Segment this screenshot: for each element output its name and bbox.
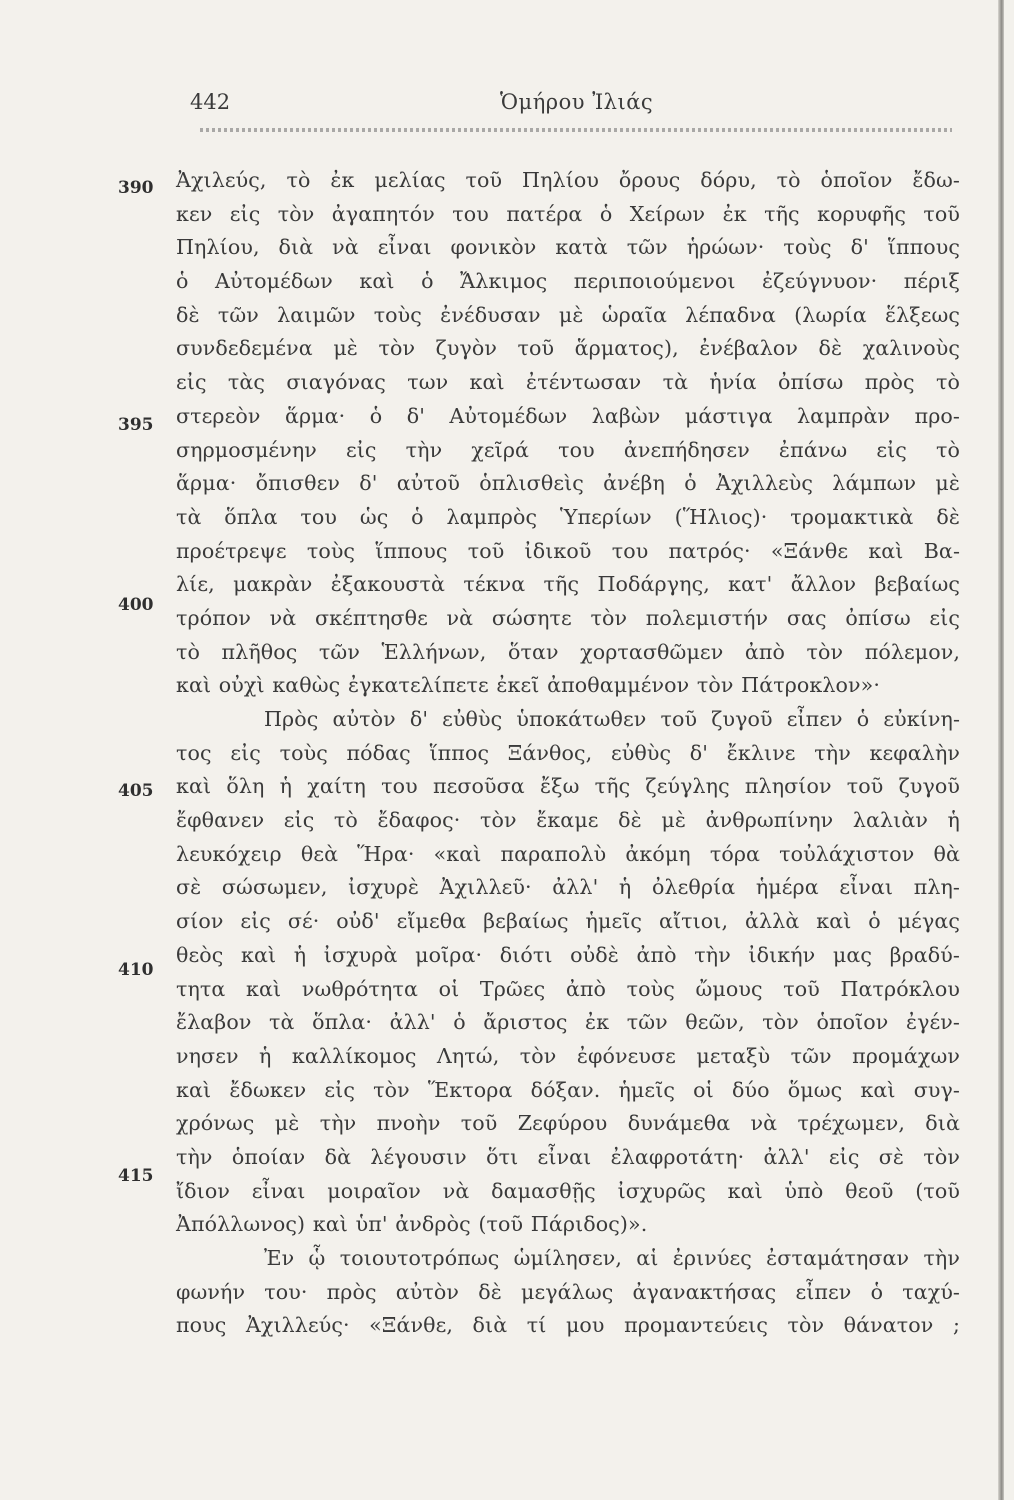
text-line: πους Ἀχιλλεύς· «Ξάνθε, διὰ τί μου προμαντεύεις τὸν θάνατον ; — [176, 1313, 960, 1338]
page-edge — [998, 0, 1004, 1500]
text-line: ἅρμα· ὄπισθεν δ' αὐτοῦ ὁπλισθεὶς ἀνέβη ὁ Ἀχιλλεὺς λάμπων μὲ — [176, 471, 960, 496]
text-line: θεὸς καὶ ἡ ἰσχυρὰ μοῖρα· διότι οὐδὲ ἀπὸ τὴν ἰδικήν μας βραδύ- — [176, 942, 960, 967]
verse-number: 415 — [118, 1166, 154, 1186]
page-header — [190, 86, 950, 126]
text-line: τητα καὶ νωθρότητα οἱ Τρῶες ἀπὸ τοὺς ὤμους τοῦ Πατρόκλου — [176, 976, 960, 1001]
text-line: τὴν ὁποίαν δὰ λέγουσιν ὅτι εἶναι ἐλαφροτάτη· ἀλλ' εἰς σὲ τὸν — [176, 1144, 960, 1169]
text-line: σὲ σώσωμεν, ἰσχυρὲ Ἀχιλλεῦ· ἀλλ' ἡ ὀλεθρία ἡμέρα εἶναι πλη- — [176, 875, 960, 900]
text-line: τρόπον νὰ σκέπτησθε νὰ σώσητε τὸν πολεμιστήν σας ὀπίσω εἰς — [176, 605, 960, 630]
text-line: κεν εἰς τὸν ἀγαπητόν του πατέρα ὁ Χείρων ἐκ τῆς κορυφῆς τοῦ — [176, 201, 960, 226]
text-line: λευκόχειρ θεὰ Ἥρα· «καὶ παραπολὺ ἀκόμη τόρα τοὐλάχιστον θὰ — [176, 841, 960, 866]
text-line: δὲ τῶν λαιμῶν τοὺς ἐνέδυσαν μὲ ὡραῖα λέπαδνα (λωρία ἕλξεως — [176, 302, 960, 327]
verse-number: 405 — [118, 781, 154, 801]
body-text — [176, 164, 960, 1343]
text-line: λίε, μακρὰν ἐξακουστὰ τέκνα τῆς Ποδάργης, κατ' ἄλλον βεβαίως — [176, 572, 960, 597]
header-rule — [200, 128, 952, 132]
text-line: τὰ ὅπλα του ὡς ὁ λαμπρὸς Ὑπερίων (Ἥλιος)· τρομακτικὰ δὲ — [176, 504, 960, 529]
text-line: ἔφθανεν εἰς τὸ ἔδαφος· τὸν ἔκαμε δὲ μὲ ἀνθρωπίνην λαλιὰν ἡ — [176, 808, 960, 833]
text-line: χρόνως μὲ τὴν πνοὴν τοῦ Ζεφύρου δυνάμεθα νὰ τρέχωμεν, διὰ — [176, 1111, 960, 1136]
page-number: 442 — [190, 90, 231, 114]
text-line: τὸ πλῆθος τῶν Ἑλλήνων, ὅταν χορτασθῶμεν ἀπὸ τὸν πόλεμον, — [176, 639, 960, 664]
running-title: Ὁμήρου Ἰλιάς — [500, 90, 654, 114]
verse-number: 390 — [118, 178, 154, 198]
text-line: καὶ ὅλη ἡ χαίτη του πεσοῦσα ἔξω τῆς ζεύγλης πλησίον τοῦ ζυγοῦ — [176, 774, 960, 799]
text-line: σηρμοσμένην εἰς τὴν χεῖρά του ἀνεπήδησεν ἐπάνω εἰς τὸ — [176, 437, 960, 462]
verse-number: 400 — [118, 595, 154, 615]
text-line: ἴδιον εἶναι μοιραῖον νὰ δαμασθῇς ἰσχυρῶς καὶ ὑπὸ θεοῦ (τοῦ — [176, 1178, 960, 1203]
paragraph-start-line: Πρὸς αὐτὸν δ' εὐθὺς ὑποκάτωθεν τοῦ ζυγοῦ εἶπεν ὁ εὐκίνη- — [264, 707, 960, 731]
paragraph-start-line: Ἐν ᾧ τοιουτοτρόπως ὡμίλησεν, αἱ ἐρινύες ἐσταμάτησαν τὴν — [264, 1246, 960, 1270]
text-line: καὶ ἔδωκεν εἰς τὸν Ἕκτορα δόξαν. ἡμεῖς οἱ δύο ὅμως καὶ συγ- — [176, 1077, 960, 1102]
text-line: συνδεδεμένα μὲ τὸν ζυγὸν τοῦ ἅρματος), ἐνέβαλον δὲ χαλινοὺς — [176, 336, 960, 361]
text-line: νησεν ἡ καλλίκομος Λητώ, τὸν ἐφόνευσε μεταξὺ τῶν προμάχων — [176, 1043, 960, 1068]
text-line: στερεὸν ἅρμα· ὁ δ' Αὐτομέδων λαβὼν μάστιγα λαμπρὰν προ- — [176, 403, 960, 428]
text-line: Πηλίου, διὰ νὰ εἶναι φονικὸν κατὰ τῶν ἡρώων· τοὺς δ' ἵππους — [176, 235, 960, 260]
text-line: ὁ Αὐτομέδων καὶ ὁ Ἄλκιμος περιποιούμενοι ἐζεύγνυον· πέριξ — [176, 269, 960, 294]
text-line: φωνήν του· πρὸς αὐτὸν δὲ μεγάλως ἀγανακτήσας εἶπεν ὁ ταχύ- — [176, 1279, 960, 1304]
text-line: Ἀχιλεύς, τὸ ἐκ μελίας τοῦ Πηλίου ὄρους δόρυ, τὸ ὁποῖον ἔδω- — [176, 168, 960, 192]
text-line: ἔλαβον τὰ ὅπλα· ἀλλ' ὁ ἄριστος ἐκ τῶν θεῶν, τὸν ὁποῖον ἐγέν- — [176, 1010, 960, 1035]
text-line: εἰς τὰς σιαγόνας των καὶ ἐτέντωσαν τὰ ἡνία ὀπίσω πρὸς τὸ — [176, 370, 960, 395]
text-line: προέτρεψε τοὺς ἵππους τοῦ ἰδικοῦ του πατρός· «Ξάνθε καὶ Βα- — [176, 538, 960, 563]
text-line: σίον εἰς σέ· οὐδ' εἴμεθα βεβαίως ἡμεῖς αἴτιοι, ἀλλὰ καὶ ὁ μέγας — [176, 909, 960, 934]
text-line: Ἀπόλλωνος) καὶ ὑπ' ἀνδρὸς (τοῦ Πάριδος)». — [176, 1212, 648, 1237]
verse-number: 410 — [118, 960, 154, 980]
text-line: καὶ οὐχὶ καθὼς ἐγκατελίπετε ἐκεῖ ἀποθαμμένον τὸν Πάτροκλον»· — [176, 673, 880, 698]
verse-number: 395 — [118, 415, 154, 435]
text-line: τος εἰς τοὺς πόδας ἵππος Ξάνθος, εὐθὺς δ' ἔκλινε τὴν κεφαλὴν — [176, 740, 960, 765]
